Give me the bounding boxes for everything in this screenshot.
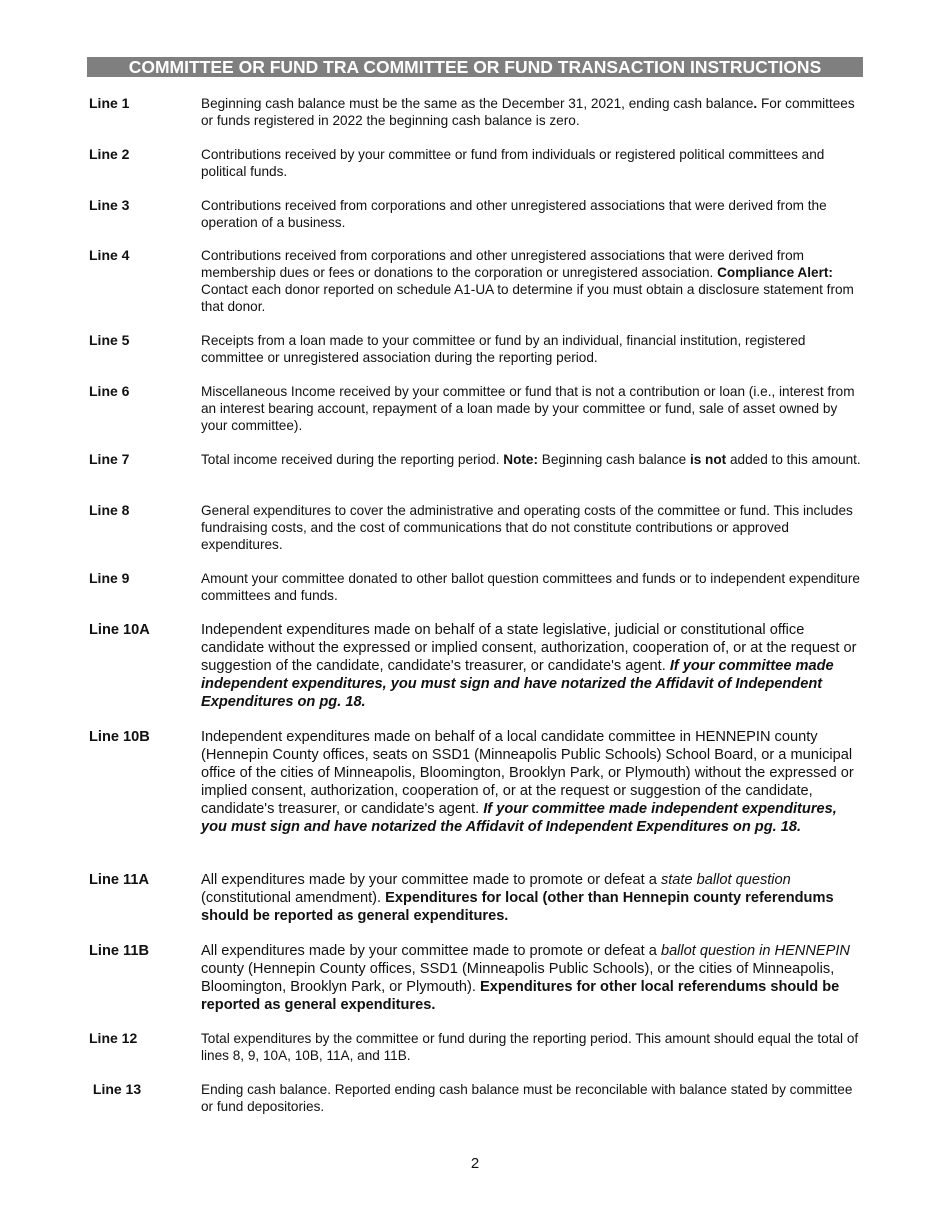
line-description: Contributions received by your committee or fund from individuals or registered political committees and political funds. [201,147,825,179]
line-label: Line 10B [89,729,150,745]
line-description: Beginning cash balance must be the same as the December 31, 2021, ending cash balance. For committees or funds registered in 2022 the beginning cash balance is zero. [201,96,855,128]
line-label: Line 1 [89,95,130,111]
line-description: Contributions received from corporations and other unregistered associations that were derived from the operation of a business. [201,198,827,230]
line-description: Ending cash balance. Reported ending cash balance must be reconcilable with balance stated by committee or fund depositories. [201,1082,853,1114]
line-description: All expenditures made by your committee made to promote or defeat a ballot question in HENNEPIN county (Hennepin County offices, SSD1 (Minneapolis Public Schools), or the cities of Minneapolis, Bloomington, Brooklyn Park, or Plymouth). Expenditures for other local referendums should be reported as general expenditures. [201,943,850,1013]
line-description: Receipts from a loan made to your committee or fund by an individual, financial institution, registered committee or unregistered association during the reporting period. [201,333,806,365]
line-label: Line 11A [89,872,150,888]
line-label: Line 9 [89,570,130,586]
line-label: Line 8 [89,502,130,518]
line-description: All expenditures made by your committee made to promote or defeat a state ballot question (constitutional amendment). Expenditures for local (other than Hennepin county referendums should be reported as general expenditures. [201,872,834,924]
page-number: 2 [470,1155,480,1172]
line-description: Total expenditures by the committee or fund during the reporting period. This amount should equal the total of lines 8, 9, 10A, 10B, 11A, and 11B. [201,1031,859,1063]
line-label: Line 7 [89,451,130,467]
line-label: Line 10A [89,622,150,638]
line-label: Line 4 [89,247,130,263]
line-label: Line 6 [89,383,130,399]
line-label: Line 12 [89,1030,138,1046]
line-description: General expenditures to cover the administrative and operating costs of the committee or fund. This includes fundraising costs, and the cost of communications that do not constitute contributions or approved expenditures. [201,503,853,552]
line-label: Line 13 [89,1081,142,1097]
line-label: Line 2 [89,146,130,162]
line-description: Miscellaneous Income received by your committee or fund that is not a contribution or loan (i.e., interest from an interest bearing account, repayment of a loan made by your committee or fund, sale of asset owned by your committee). [201,384,855,433]
line-label: Line 11B [89,943,150,959]
line-label: Line 5 [89,332,130,348]
line-description: Total income received during the reporting period. Note: Beginning cash balance is not added to this amount. [201,452,861,467]
line-label: Line 3 [89,197,130,213]
line-description: Amount your committee donated to other ballot question committees and funds or to independent expenditure committees and funds. [201,571,860,603]
line-description: Independent expenditures made on behalf of a state legislative, judicial or constitutional office candidate without the expressed or implied consent, authorization, cooperation of, or at the request or suggestion of the candidate, candidate's treasurer, or candidate's agent. If your committee made independent expenditures, you must sign and have notarized the Affidavit of Independent Expenditures on pg. 18. [201,622,857,710]
line-description: Independent expenditures made on behalf of a local candidate committee in HENNEPIN county (Hennepin County offices, seats on SSD1 (Minneapolis Public Schools) School Board, or a municipal office of the cities of Minneapolis, Bloomington, Brooklyn Park, or Plymouth) without the expressed or implied consent, authorization, cooperation of, or at the request or suggestion of the candidate, candidate's treasurer, or candidate's agent. If your committee made independent expenditures, you must sign and have notarized the Affidavit of Independent Expenditures on pg. 18. [201,729,854,835]
section-title-banner: COMMITTEE OR FUND TRA COMMITTEE OR FUND TRANSACTION INSTRUCTIONS [87,57,863,77]
line-description: Contributions received from corporations and other unregistered associations that were derived from membership dues or fees or donations to the corporation or unregistered association. Compliance Alert: Contact each donor reported on schedule A1-UA to determine if you must obtain a disclosure statement from that donor. [201,248,854,314]
